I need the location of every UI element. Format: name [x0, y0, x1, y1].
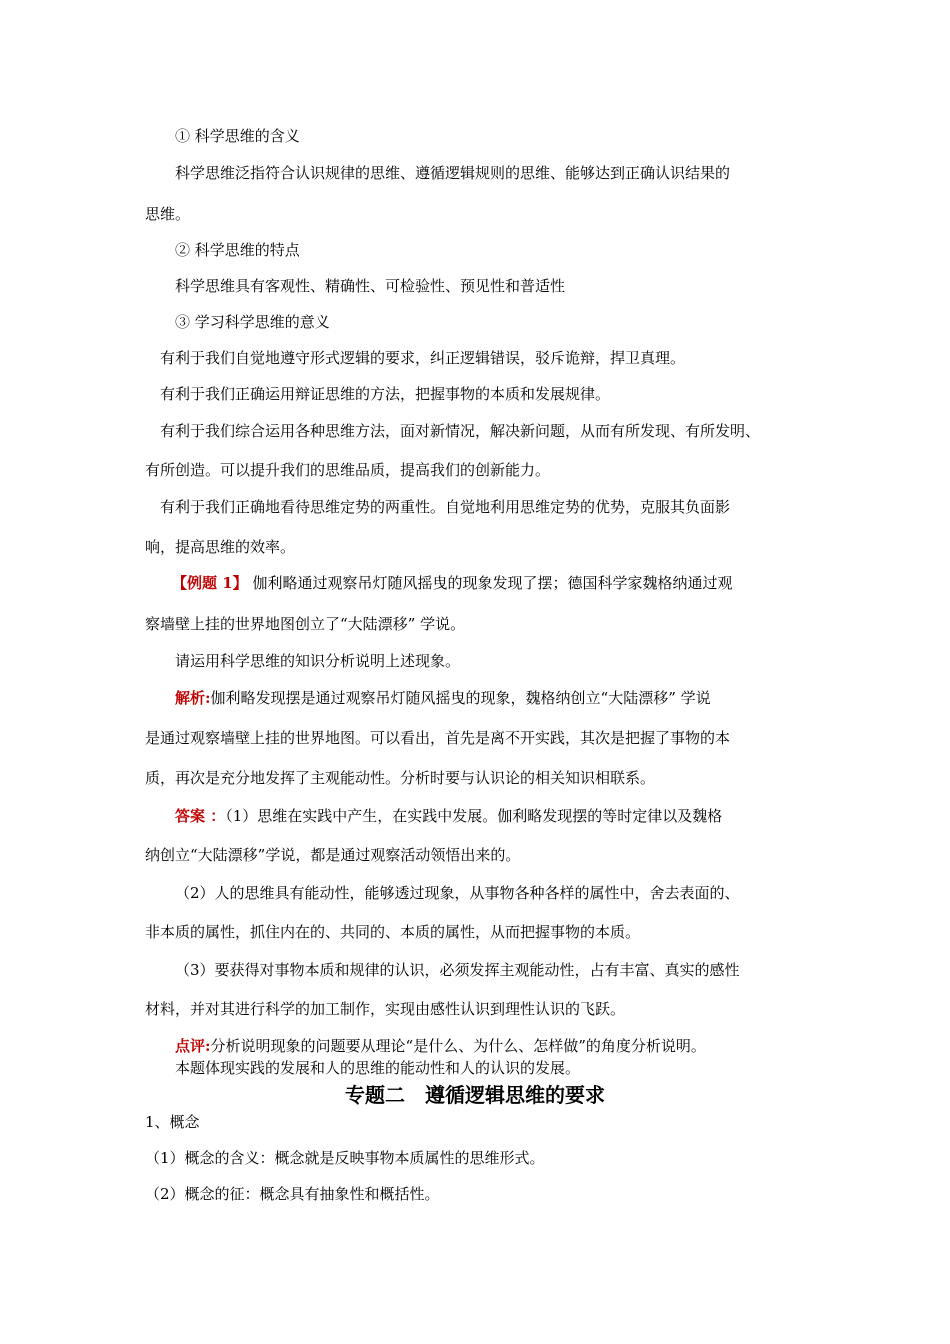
significance-item-3-line2: 有所创造。可以提升我们的思维品质，提高我们的创新能力。 — [145, 461, 551, 479]
comment-line2: 本题体现实践的发展和人的思维的能动性和人的认识的发展。 — [175, 1059, 581, 1077]
answer-line3: （2）人的思维具有能动性，能够透过现象，从事物各种各样的属性中，舍去表面的、 — [175, 884, 740, 902]
example-label: 【例题 1】 — [172, 574, 248, 592]
comment-label: 点评: — [175, 1037, 211, 1055]
comment-line1 — [175, 1036, 706, 1056]
concept-heading: 1、概念 — [145, 1113, 200, 1131]
example-question-text: 伽利略通过观察吊灯随风摇曳的现象发现了摆；德国科学家魏格纳通过观 — [247, 574, 733, 592]
answer-label: 答案 ： — [175, 807, 226, 825]
example-question-line2: 察墙壁上挂的世界地图创立了“大陆漂移” 学说。 — [145, 615, 466, 633]
concept-definition: （1）概念的含义：概念就是反映事物本质属性的思维形式。 — [145, 1149, 545, 1167]
significance-item-4-line1: 有利于我们正确地看待思维定势的两重性。自觉地利用思维定势的优势，克服其负面影 — [160, 498, 731, 516]
analysis-text: 伽利略发现摆是通过观察吊灯随风摇曳的现象，魏格纳创立“大陆漂移” 学说 — [210, 689, 711, 707]
example-prompt: 请运用科学思维的知识分析说明上述现象。 — [175, 652, 461, 670]
paragraph-features: 科学思维具有客观性、精确性、可检验性、预见性和普适性 — [175, 277, 566, 295]
comment-text: 分析说明现象的问题要从理论“是什么、为什么、怎样做”的角度分析说明。 — [210, 1037, 706, 1055]
answer-line6: 材料，并对其进行科学的加工制作，实现由感性认识到理性认识的飞跃。 — [145, 1000, 626, 1018]
heading-significance: ③ 学习科学思维的意义 — [175, 313, 330, 331]
heading-features: ② 科学思维的特点 — [175, 241, 300, 259]
heading-meaning: ① 科学思维的含义 — [175, 127, 300, 145]
analysis-label: 解析: — [175, 689, 211, 707]
answer-line2: 纳创立“大陆漂移”学说，都是通过观察活动领悟出来的。 — [145, 846, 521, 864]
answer-text-1: （1）思维在实践中产生，在实践中发展。伽利略发现摆的等时定律以及魏格 — [225, 807, 723, 825]
concept-features: （2）概念的征：概念具有抽象性和概括性。 — [145, 1185, 440, 1203]
analysis-line1 — [175, 688, 711, 708]
analysis-line3: 质，再次是充分地发挥了主观能动性。分析时要与认识论的相关知识相联系。 — [145, 769, 656, 787]
significance-item-1: 有利于我们自觉地遵守形式逻辑的要求，纠正逻辑错误，驳斥诡辩，捍卫真理。 — [160, 349, 686, 367]
answer-line4: 非本质的属性，抓住内在的、共同的、本质的属性，从而把握事物的本质。 — [145, 923, 641, 941]
paragraph-meaning-line2: 思维。 — [145, 205, 191, 223]
significance-item-2: 有利于我们正确运用辩证思维的方法，把握事物的本质和发展规律。 — [160, 385, 611, 403]
significance-item-3-line1: 有利于我们综合运用各种思维方法，面对新情况，解决新问题，从而有所发现、有所发明、 — [160, 422, 761, 440]
example-question-line1 — [172, 573, 732, 593]
answer-line1 — [175, 806, 722, 826]
significance-item-4-line2: 响，提高思维的效率。 — [145, 538, 296, 556]
section-title: 专题二 遵循逻辑思维的要求 — [345, 1083, 605, 1107]
answer-line5: （3）要获得对事物本质和规律的认识，必须发挥主观能动性，占有丰富、真实的感性 — [175, 961, 740, 979]
analysis-line2: 是通过观察墙壁上挂的世界地图。可以看出，首先是离不开实践，其次是把握了事物的本 — [145, 729, 731, 747]
paragraph-meaning-line1: 科学思维泛指符合认识规律的思维、遵循逻辑规则的思维、能够达到正确认识结果的 — [175, 164, 731, 182]
